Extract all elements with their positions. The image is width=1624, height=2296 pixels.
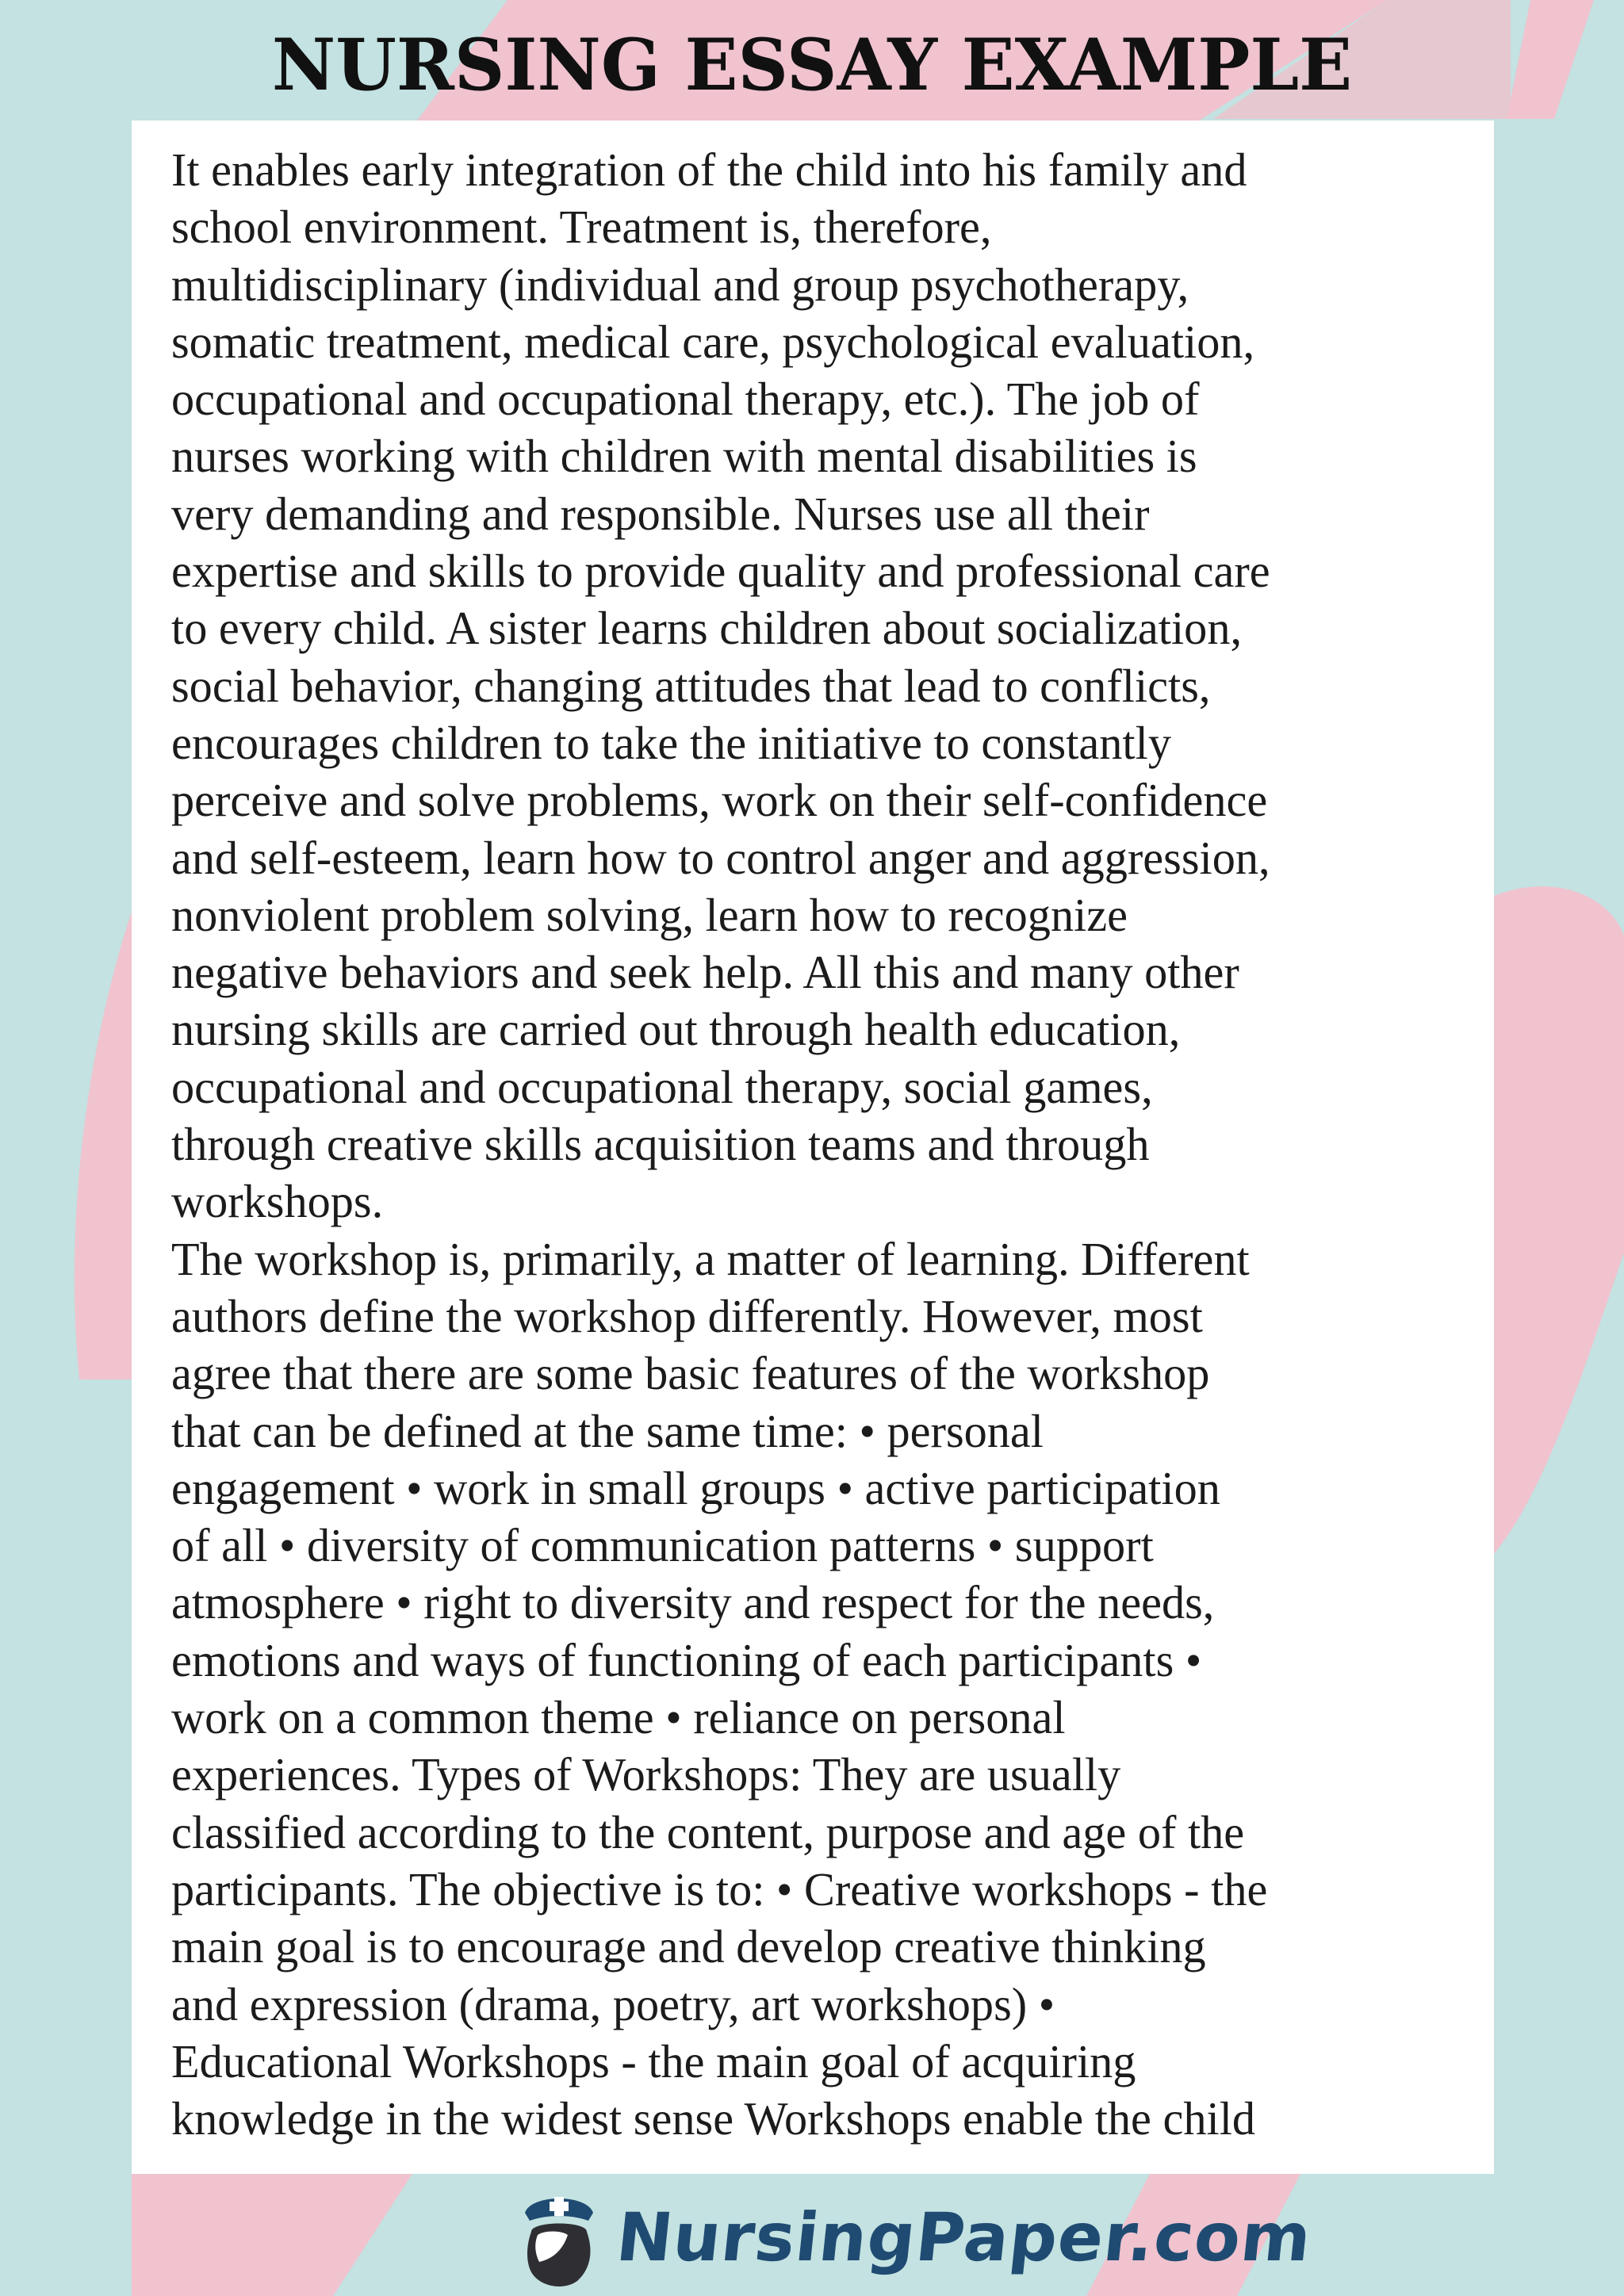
essay-line: negative behaviors and seek help. All this and many other: [171, 946, 1239, 999]
essay-line: occupational and occupational therapy, etc.). The job of: [171, 373, 1200, 426]
logo-text: NursingPaper.com: [612, 2198, 1316, 2276]
essay-card: [132, 121, 1494, 2174]
footer-logo[interactable]: [515, 2182, 1316, 2293]
page-title: NURSING ESSAY EXAMPLE: [271, 23, 1353, 107]
essay-line: multidisciplinary (individual and group psychotherapy,: [171, 258, 1189, 311]
nurse-cap-head-icon: [515, 2186, 603, 2289]
essay-line: engagement • work in small groups • active participation: [171, 1461, 1220, 1514]
essay-line: somatic treatment, medical care, psychological evaluation,: [171, 315, 1255, 368]
essay-line: and expression (drama, poetry, art workshops) •: [171, 1977, 1055, 2030]
essay-line: experiences. Types of Workshops: They are usually: [171, 1748, 1121, 1801]
essay-line: that can be defined at the same time: • personal: [171, 1404, 1044, 1457]
essay-line: encourages children to take the initiative to constantly: [171, 716, 1171, 769]
essay-line: occupational and occupational therapy, social games,: [171, 1060, 1153, 1113]
essay-line: The workshop is, primarily, a matter of learning. Different: [171, 1232, 1250, 1285]
essay-line: work on a common theme • reliance on personal: [171, 1691, 1066, 1744]
essay-line: and self-esteem, learn how to control anger and aggression,: [171, 831, 1270, 884]
essay-line: participants. The objective is to: • Creative workshops - the: [171, 1862, 1268, 1915]
essay-line: to every child. A sister learns children about socialization,: [171, 602, 1243, 655]
essay-line: nurses working with children with mental disabilities is: [171, 430, 1197, 483]
essay-line: nonviolent problem solving, learn how to recognize: [171, 888, 1128, 941]
essay-line: school environment. Treatment is, therefore,: [171, 201, 992, 254]
essay-line: of all • diversity of communication patterns • support: [171, 1519, 1154, 1572]
essay-line: Educational Workshops - the main goal of acquiring: [171, 2034, 1136, 2087]
essay-line: agree that there are some basic features of the workshop: [171, 1347, 1210, 1400]
essay-text: [171, 141, 1488, 2147]
essay-line: classified according to the content, purpose and age of the: [171, 1805, 1245, 1858]
essay-line: atmosphere • right to diversity and respect for the needs,: [171, 1576, 1215, 1629]
essay-line: workshops.: [171, 1175, 384, 1228]
essay-line: main goal is to encourage and develop creative thinking: [171, 1920, 1206, 1973]
essay-line: It enables early integration of the child into his family and: [171, 144, 1247, 196]
essay-line: very demanding and responsible. Nurses use all their: [171, 487, 1150, 540]
essay-line: knowledge in the widest sense Workshops enable the child: [171, 2092, 1256, 2145]
essay-line: through creative skills acquisition teams and through: [171, 1118, 1150, 1171]
essay-line: emotions and ways of functioning of each participants •: [171, 1633, 1202, 1686]
essay-line: authors define the workshop differently. However, most: [171, 1289, 1203, 1342]
essay-line: social behavior, changing attitudes that lead to conflicts,: [171, 659, 1211, 712]
essay-line: expertise and skills to provide quality and professional care: [171, 545, 1270, 598]
essay-line: perceive and solve problems, work on their self-confidence: [171, 774, 1268, 827]
essay-line: nursing skills are carried out through health education,: [171, 1003, 1181, 1056]
